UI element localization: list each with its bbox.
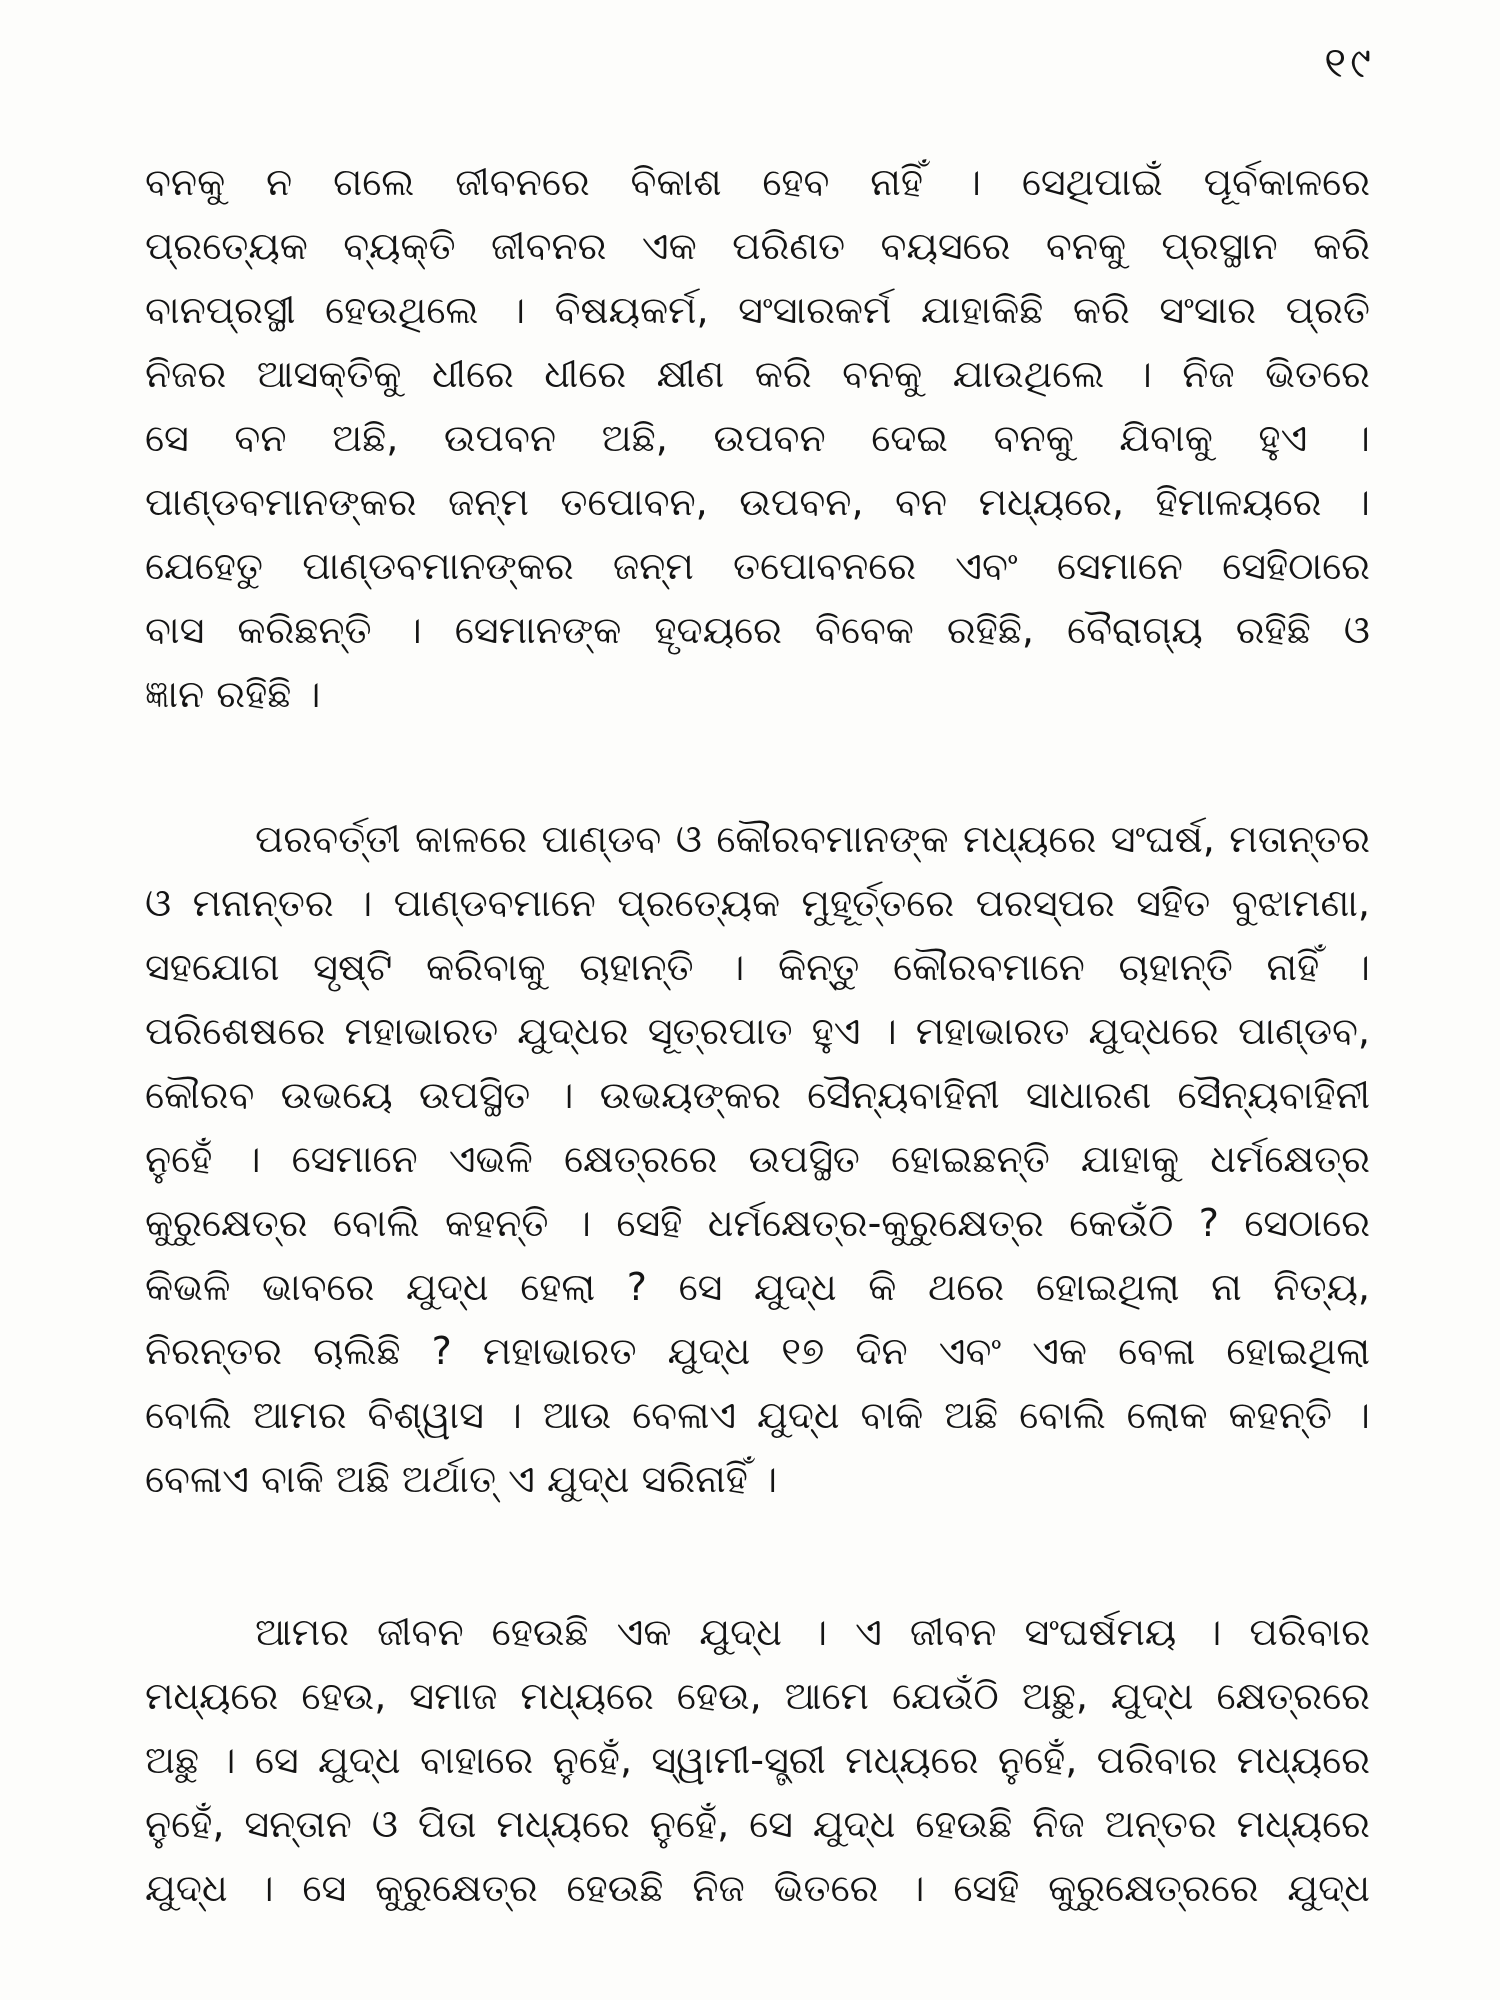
- text-line: ଓ ମନାନ୍ତର । ପାଣ୍ଡବମାନେ ପ୍ରତ୍ୟେକ ମୁହୂର୍ତ୍ତରେ ପରସ୍ପର ସହିତ ବୁଝାମଣା,: [145, 881, 1370, 925]
- text-line: ସହଯୋଗ ସୃଷ୍ଟି କରିବାକୁ ଚାହାନ୍ତି । କିନ୍ତୁ କୌରବମାନେ ଚାହାନ୍ତି ନାହିଁ ।: [145, 945, 1370, 989]
- text-line: ଆମର ଜୀବନ ହେଉଛି ଏକ ଯୁଦ୍ଧ । ଏ ଜୀବନ ସଂଘର୍ଷମୟ । ପରିବାର: [255, 1610, 1370, 1654]
- text-line: କିଭଳି ଭାବରେ ଯୁଦ୍ଧ ହେଲା ? ସେ ଯୁଦ୍ଧ କି ଥରେ ହୋଇଥିଲା ନା ନିତ୍ୟ,: [145, 1265, 1370, 1309]
- page-number: ୧୯: [1324, 38, 1375, 87]
- text-line: ବନକୁ ନ ଗଲେ ଜୀବନରେ ବିକାଶ ହେବ ନାହିଁ । ସେଥିପାଇଁ ପୂର୍ବକାଳରେ: [145, 160, 1370, 204]
- text-line: ନୁହେଁ, ସନ୍ତାନ ଓ ପିତା ମଧ୍ୟରେ ନୁହେଁ, ସେ ଯୁଦ୍ଧ ହେଉଛି ନିଜ ଅନ୍ତର ମଧ୍ୟରେ: [145, 1802, 1370, 1846]
- text-line: ଯେହେତୁ ପାଣ୍ଡବମାନଙ୍କର ଜନ୍ମ ତପୋବନରେ ଏବଂ ସେମାନେ ସେହିଠାରେ: [145, 544, 1370, 588]
- paragraph-1: [145, 150, 1370, 726]
- text-line: ଯୁଦ୍ଧ । ସେ କୁରୁକ୍ଷେତ୍ର ହେଉଛି ନିଜ ଭିତରେ । ସେହି କୁରୁକ୍ଷେତ୍ରରେ ଯୁଦ୍ଧ: [145, 1866, 1370, 1910]
- text-line: ପରିଶେଷରେ ମହାଭାରତ ଯୁଦ୍ଧର ସୂତ୍ରପାତ ହୁଏ । ମହାଭାରତ ଯୁଦ୍ଧରେ ପାଣ୍ଡବ,: [145, 1009, 1370, 1053]
- text-line: ବେଳାଏ ବାକି ଅଛି ଅର୍ଥାତ୍ ଏ ଯୁଦ୍ଧ ସରିନାହିଁ ।: [145, 1457, 778, 1501]
- text-line: ଜ୍ଞାନ ରହିଛି ।: [145, 672, 321, 716]
- text-line: ବାନପ୍ରସ୍ଥୀ ହେଉଥିଲେ । ବିଷୟକର୍ମ, ସଂସାରକର୍ମ ଯାହାକିଛି କରି ସଂସାର ପ୍ରତି: [145, 288, 1370, 332]
- paragraph-2: [145, 807, 1370, 1511]
- text-line: ବୋଲି ଆମର ବିଶ୍ୱାସ । ଆଉ ବେଳାଏ ଯୁଦ୍ଧ ବାକି ଅଛି ବୋଲି ଲୋକ କହନ୍ତି ।: [145, 1393, 1370, 1437]
- text-line: ଅଛୁ । ସେ ଯୁଦ୍ଧ ବାହାରେ ନୁହେଁ, ସ୍ୱାମୀ-ସ୍ତ୍ରୀ ମଧ୍ୟରେ ନୁହେଁ, ପରିବାର ମଧ୍ୟରେ: [145, 1738, 1370, 1782]
- text-line: ନୁହେଁ । ସେମାନେ ଏଭଳି କ୍ଷେତ୍ରରେ ଉପସ୍ଥିତ ହୋଇଛନ୍ତି ଯାହାକୁ ଧର୍ମକ୍ଷେତ୍ର: [145, 1137, 1370, 1181]
- text-line: କୌରବ ଉଭୟେ ଉପସ୍ଥିତ । ଉଭୟଙ୍କର ସୈନ୍ୟବାହିନୀ ସାଧାରଣ ସୈନ୍ୟବାହିନୀ: [145, 1073, 1370, 1117]
- text-line: ପରବର୍ତ୍ତୀ କାଳରେ ପାଣ୍ଡବ ଓ କୌରବମାନଙ୍କ ମଧ୍ୟରେ ସଂଘର୍ଷ, ମତାନ୍ତର: [255, 817, 1370, 861]
- text-line: ସେ ବନ ଅଛି, ଉପବନ ଅଛି, ଉପବନ ଦେଇ ବନକୁ ଯିବାକୁ ହୁଏ ।: [145, 416, 1370, 460]
- paragraph-3: [145, 1600, 1370, 1920]
- text-line: କୁରୁକ୍ଷେତ୍ର ବୋଲି କହନ୍ତି । ସେହି ଧର୍ମକ୍ଷେତ୍ର-କୁରୁକ୍ଷେତ୍ର କେଉଁଠି ? ସେଠାରେ: [145, 1201, 1370, 1245]
- text-line: ବାସ କରିଛନ୍ତି । ସେମାନଙ୍କ ହୃଦୟରେ ବିବେକ ରହିଛି, ବୈରାଗ୍ୟ ରହିଛି ଓ: [145, 608, 1370, 652]
- text-line: ନିଜର ଆସକ୍ତିକୁ ଧୀରେ ଧୀରେ କ୍ଷୀଣ କରି ବନକୁ ଯାଉଥିଲେ । ନିଜ ଭିତରେ: [145, 352, 1370, 396]
- text-line: ପ୍ରତ୍ୟେକ ବ୍ୟକ୍ତି ଜୀବନର ଏକ ପରିଣତ ବୟସରେ ବନକୁ ପ୍ରସ୍ଥାନ କରି: [145, 224, 1370, 268]
- text-line: ମଧ୍ୟରେ ହେଉ, ସମାଜ ମଧ୍ୟରେ ହେଉ, ଆମେ ଯେଉଁଠି ଅଛୁ, ଯୁଦ୍ଧ କ୍ଷେତ୍ରରେ: [145, 1674, 1370, 1718]
- text-line: ନିରନ୍ତର ଚାଲିଛି ? ମହାଭାରତ ଯୁଦ୍ଧ ୧୭ ଦିନ ଏବଂ ଏକ ବେଳା ହୋଇଥିଲା: [145, 1329, 1370, 1373]
- text-line: ପାଣ୍ଡବମାନଙ୍କର ଜନ୍ମ ତପୋବନ, ଉପବନ, ବନ ମଧ୍ୟରେ, ହିମାଳୟରେ ।: [145, 480, 1370, 524]
